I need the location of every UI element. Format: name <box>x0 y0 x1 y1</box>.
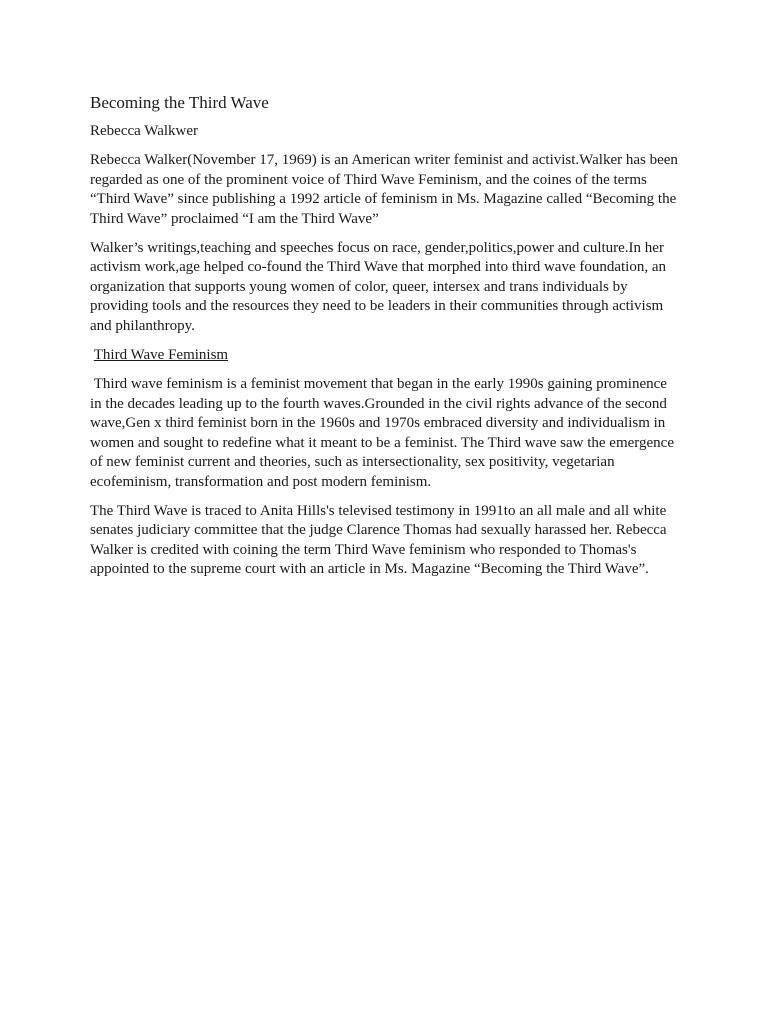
section-heading-text: Third Wave Feminism <box>93 347 229 364</box>
paragraph-movement: Third wave feminism is a feminist movement that began in the early 1990s gaining prominence in the decades leading up to the fourth waves.Grounded in the civil rights advance of the second wave,Gen x third feminist born in the 1960s and 1970s embraced diversity and individualism in women and sought to redefine what it meant to be a feminist. The Third wave saw the emergence of new feminist current and theories, such as intersectionality, sex positivity, vegetarian ecofeminism, transformation and post modern feminism. <box>90 376 678 490</box>
section-heading <box>90 346 682 365</box>
author-name: Rebecca Walkwer <box>90 123 199 139</box>
paragraph-bio: Rebecca Walker(November 17, 1969) is an American writer feminist and activist.Walker has been regarded as one of the prominent voice of Third Wave Feminism, and the coines of the terms “Third Wave” since publishing a 1992 article of feminism in Ms. Magazine called “Becoming the Third Wave” proclaimed “I am the Third Wave” <box>90 152 678 227</box>
document-page <box>90 92 682 590</box>
document-title: Becoming the Third Wave <box>90 93 269 112</box>
paragraph-history: The Third Wave is traced to Anita Hills's televised testimony in 1991to an all male and all white senates judiciary committee that the judge Clarence Thomas had sexually harassed her. Rebecca Walker is credited with coining the term Third Wave feminism who responded to Thomas's appointed to the supreme court with an article in Ms. Magazine “Becoming the Third Wave”. <box>90 502 667 578</box>
paragraph-activism: Walker’s writings,teaching and speeches focus on race, gender,politics,power and culture.In her activism work,age helped co-found the Third Wave that morphed into third wave foundation, an organization that supports young women of color, queer, intersex and trans individuals by providing tools and the resources they need to be leaders in their communities through activism and philanthropy. <box>90 240 666 334</box>
